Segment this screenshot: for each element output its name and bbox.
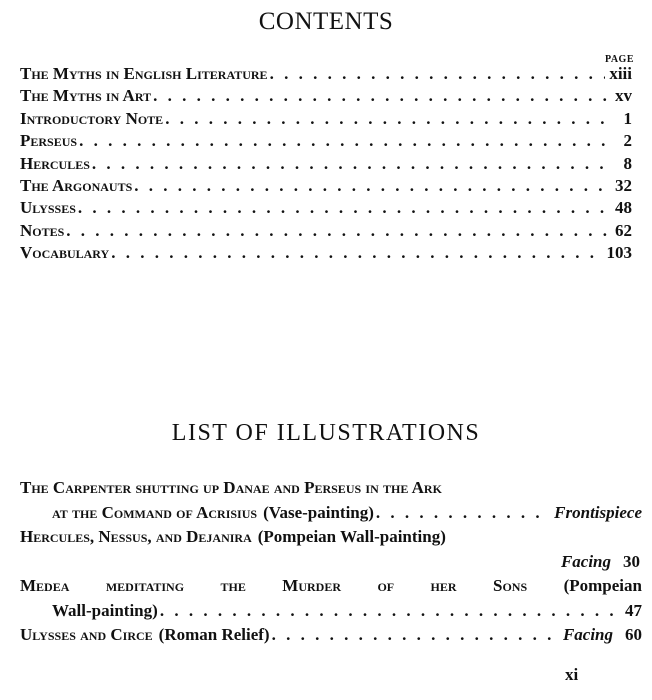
illustration-title-word: the [220, 576, 246, 595]
illustration-entry-line [20, 503, 642, 528]
contents-entry-page: xiii [609, 64, 632, 83]
contents-heading: CONTENTS [258, 8, 394, 35]
illustration-title-continued: at the Command of Acrisius [52, 502, 258, 522]
contents-entry [20, 198, 632, 220]
contents-entry [20, 221, 632, 243]
illustration-title-word: Sons [493, 576, 528, 595]
contents-entry [20, 64, 632, 86]
illustration-title: Hercules, Nessus, and Dejanira [20, 527, 252, 546]
illustration-page: 30 [623, 551, 640, 571]
contents-entry-page: 32 [615, 175, 632, 195]
contents-entry [20, 243, 632, 265]
contents-entry [20, 86, 632, 108]
contents-entry-page: 48 [615, 198, 632, 218]
dot-leader [153, 86, 608, 106]
illustration-title-word: meditating [105, 576, 185, 595]
contents-entry-title: The Myths in Art [20, 86, 152, 106]
page-column-label: PAGE [604, 54, 634, 65]
contents-entry-page: 8 [623, 153, 632, 173]
illustration-medium: (Pompeian Wall-painting) [257, 527, 446, 546]
dot-leader [92, 154, 608, 174]
illustration-title: Ulysses and Circe [20, 625, 153, 644]
illustration-medium: (Roman Relief) [158, 625, 270, 644]
dot-leader [160, 601, 621, 621]
contents-entry-title: Introductory Note [20, 108, 164, 128]
contents-entry-title: Hercules [20, 153, 90, 173]
contents-list [20, 64, 632, 266]
contents-entry-title: Perseus [20, 131, 78, 151]
illustration-medium-continued: Wall-painting) [52, 600, 158, 620]
illustration-title: The Carpenter shutting up Danae and Perseus in the Ark [20, 478, 442, 497]
illustration-entry-line [20, 478, 642, 503]
dot-leader [165, 109, 608, 129]
illustration-location: Frontispiece [554, 502, 642, 522]
contents-entry-title: The Myths in English Literature [20, 64, 268, 83]
illustration-entry-line [20, 625, 642, 650]
illustration-title-word: of [377, 576, 395, 595]
contents-entry-page: 103 [606, 243, 632, 263]
illustration-entry-line [20, 552, 642, 577]
illustration-medium: (Pompeian [563, 576, 642, 595]
dot-leader [66, 221, 608, 241]
illustration-entry-line [20, 601, 642, 626]
contents-entry-title: Vocabulary [20, 243, 110, 263]
dot-leader [134, 176, 608, 196]
dot-leader [270, 64, 606, 84]
contents-entry [20, 176, 632, 198]
illustrations-heading: LIST OF ILLUSTRATIONS [171, 420, 481, 446]
dot-leader [79, 131, 608, 151]
dot-leader [376, 503, 550, 523]
illustration-page: 60 [625, 625, 642, 644]
illustration-title-word: her [430, 576, 457, 595]
contents-entry-title: The Argonauts [20, 175, 133, 195]
contents-entry-page: 62 [615, 220, 632, 240]
illustration-title-word: Medea [20, 576, 70, 595]
contents-entry-title: Ulysses [20, 198, 76, 218]
illustration-title-word: Murder [282, 576, 341, 595]
illustrations-list [20, 478, 642, 650]
contents-entry [20, 154, 632, 176]
contents-entry-page: 1 [623, 108, 632, 128]
contents-entry [20, 131, 632, 153]
illustration-entry-line [20, 527, 642, 552]
dot-leader [111, 243, 602, 263]
contents-entry-page: 2 [623, 131, 632, 151]
illustration-medium: (Vase-painting) [263, 502, 374, 522]
facing-label: Facing [562, 625, 613, 644]
facing-label: Facing [560, 551, 611, 571]
illustration-entry-line [20, 576, 642, 601]
contents-entry-page: xv [615, 86, 632, 106]
dot-leader [272, 625, 559, 645]
illustration-page: 47 [625, 600, 642, 620]
contents-entry [20, 109, 632, 131]
page-folio: xi [565, 665, 579, 684]
dot-leader [78, 198, 608, 218]
contents-entry-title: Notes [20, 220, 65, 240]
